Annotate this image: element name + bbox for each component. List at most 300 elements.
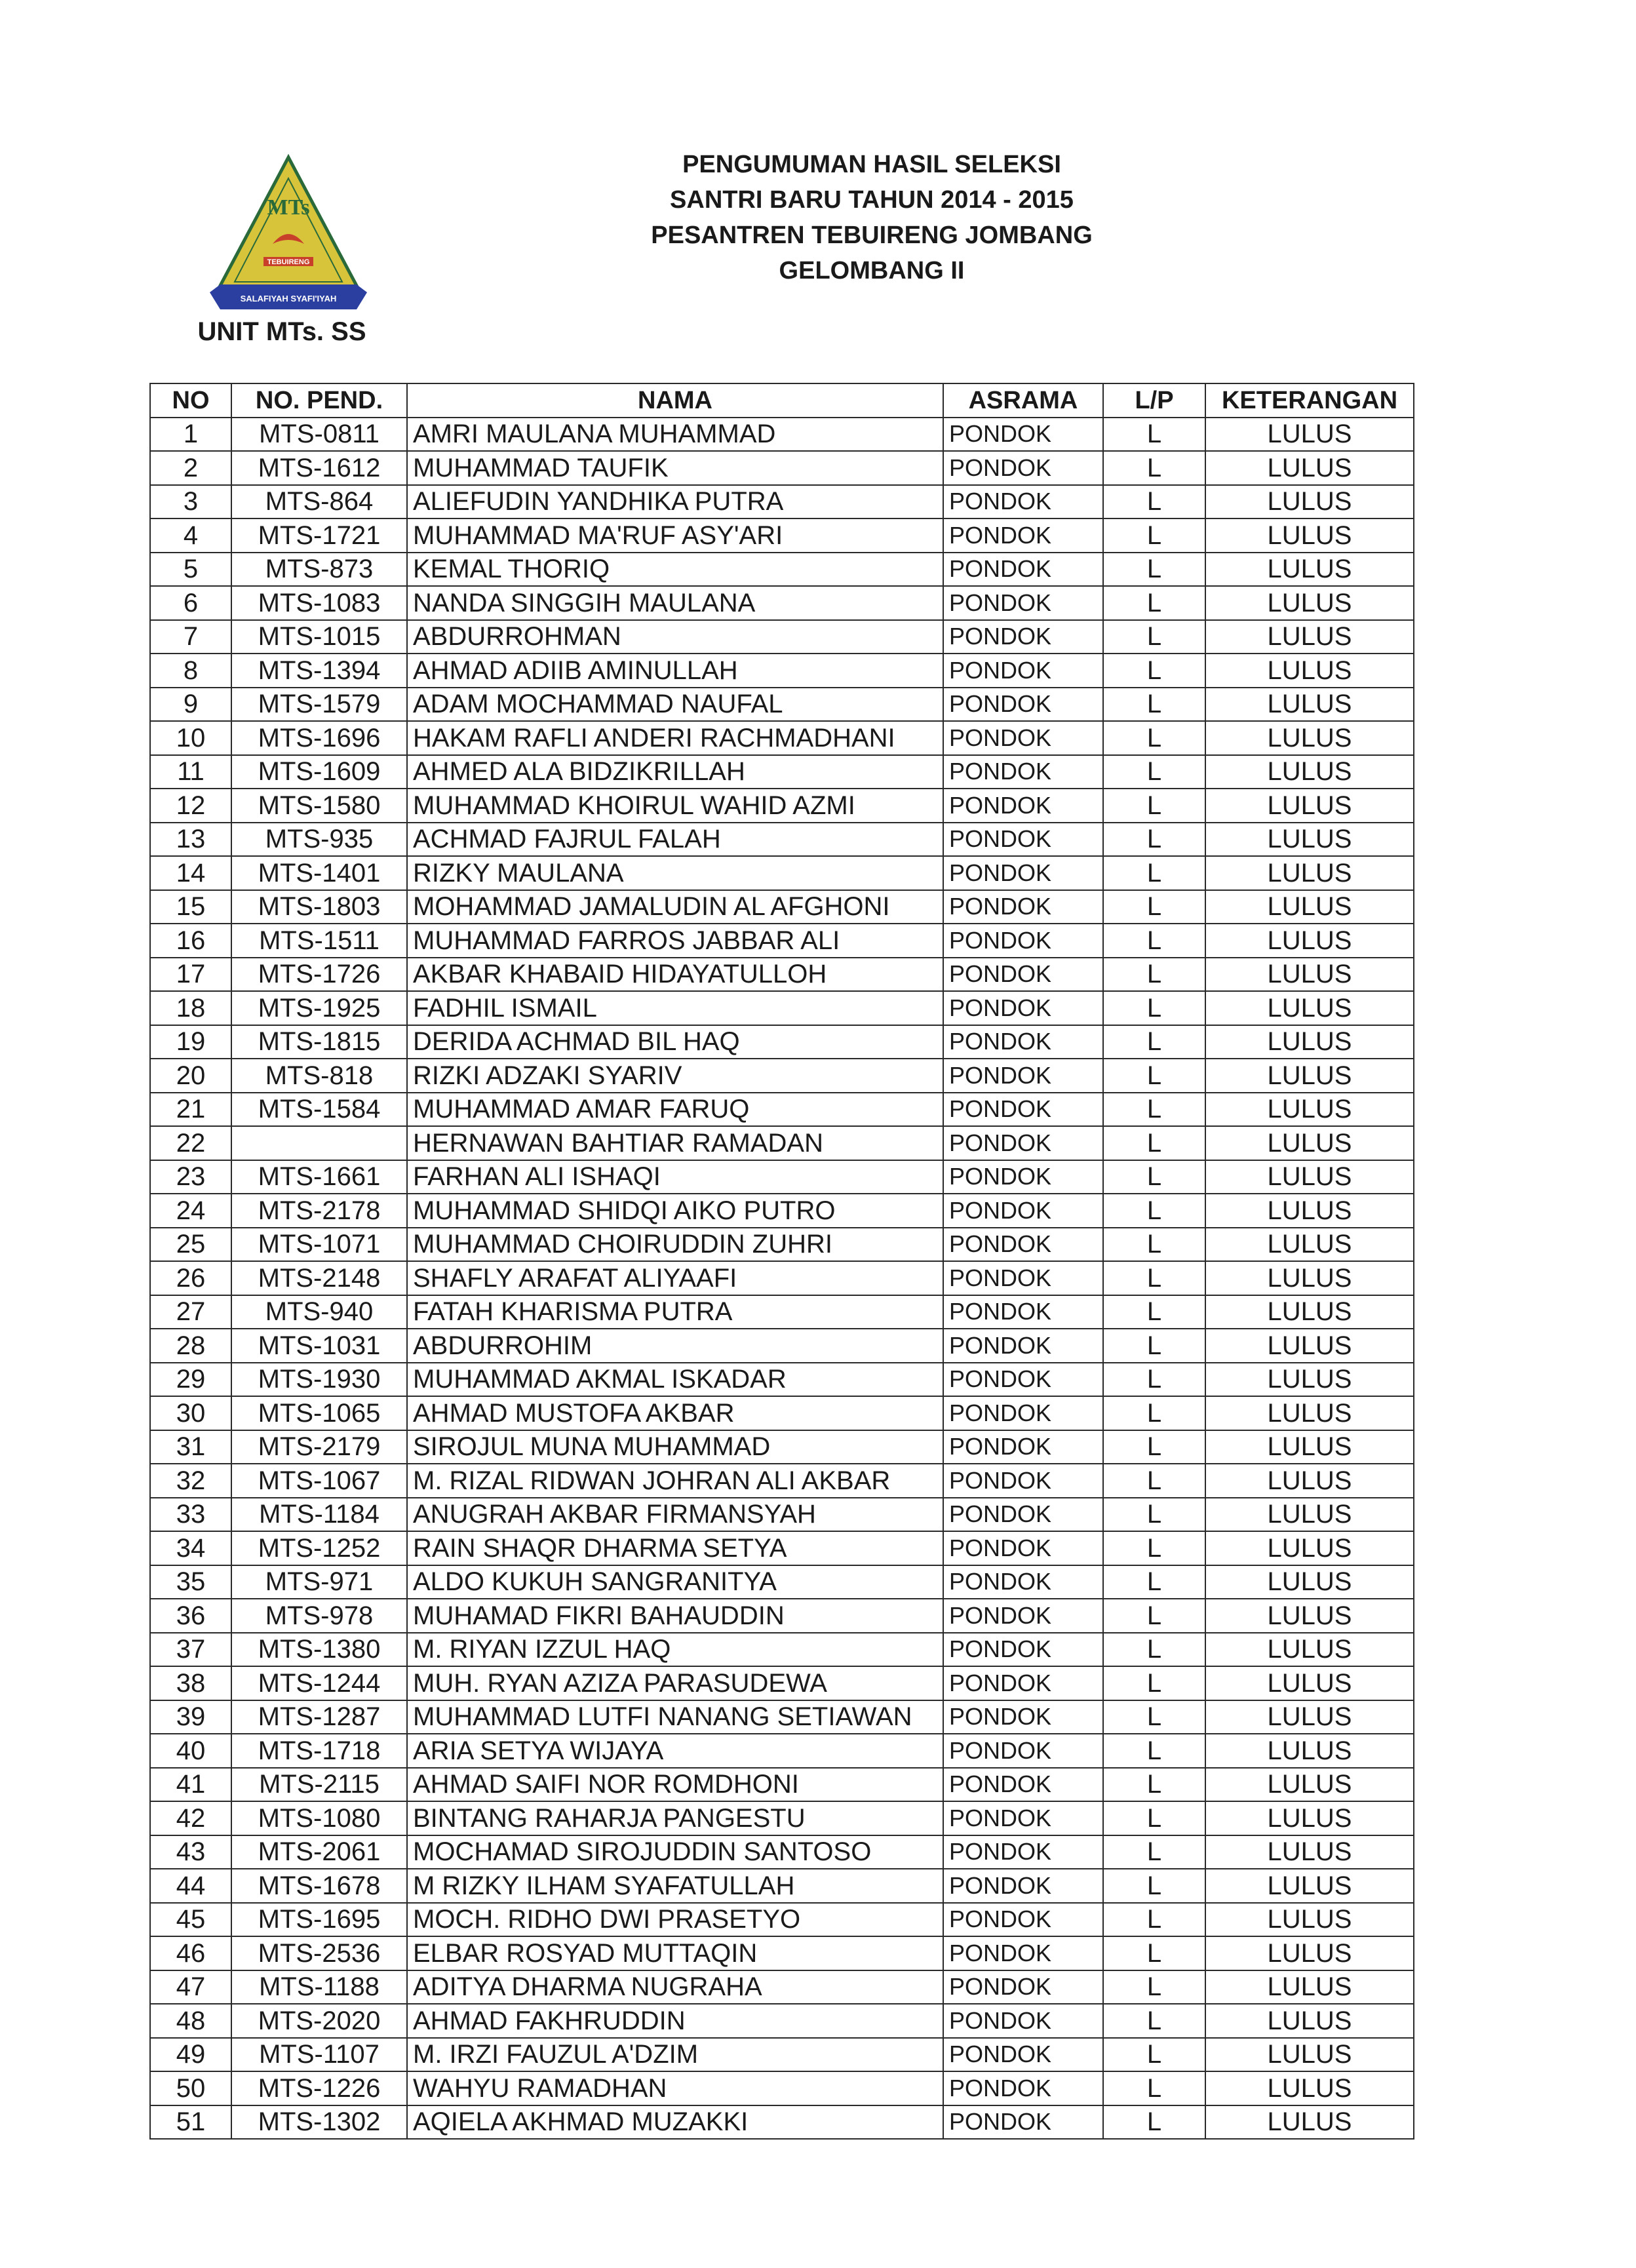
cell-keterangan: LULUS xyxy=(1205,1869,1414,1903)
cell-no-pend: MTS-1815 xyxy=(231,1025,407,1059)
cell-keterangan: LULUS xyxy=(1205,721,1414,755)
cell-lp: L xyxy=(1103,1970,1205,2004)
cell-no-pend: MTS-873 xyxy=(231,553,407,587)
table-row xyxy=(150,789,1414,823)
cell-asrama: PONDOK xyxy=(943,1666,1103,1700)
cell-no-pend: MTS-2148 xyxy=(231,1261,407,1295)
cell-nama: ARIA SETYA WIJAYA xyxy=(407,1734,943,1768)
cell-lp: L xyxy=(1103,1700,1205,1734)
cell-asrama: PONDOK xyxy=(943,1396,1103,1430)
cell-no: 18 xyxy=(150,991,231,1025)
cell-asrama: PONDOK xyxy=(943,823,1103,857)
cell-lp: L xyxy=(1103,1025,1205,1059)
cell-nama: AKBAR KHABAID HIDAYATULLOH xyxy=(407,958,943,992)
cell-lp: L xyxy=(1103,1565,1205,1599)
cell-no-pend: MTS-940 xyxy=(231,1295,407,1329)
table-row xyxy=(150,1633,1414,1667)
cell-nama: ABDURROHIM xyxy=(407,1329,943,1363)
cell-nama: ADITYA DHARMA NUGRAHA xyxy=(407,1970,943,2004)
cell-keterangan: LULUS xyxy=(1205,1396,1414,1430)
table-row xyxy=(150,1261,1414,1295)
cell-asrama: PONDOK xyxy=(943,1936,1103,1970)
cell-no-pend: MTS-1609 xyxy=(231,755,407,789)
cell-lp: L xyxy=(1103,1633,1205,1667)
cell-no-pend: MTS-1067 xyxy=(231,1464,407,1498)
cell-asrama: PONDOK xyxy=(943,924,1103,958)
cell-asrama: PONDOK xyxy=(943,755,1103,789)
cell-keterangan: LULUS xyxy=(1205,958,1414,992)
cell-no-pend: MTS-1083 xyxy=(231,586,407,620)
cell-no: 47 xyxy=(150,1970,231,2004)
cell-asrama: PONDOK xyxy=(943,620,1103,654)
cell-keterangan: LULUS xyxy=(1205,890,1414,924)
logo-ribbon-text: SALAFIYAH SYAFI'IYAH xyxy=(240,294,337,303)
cell-no: 17 xyxy=(150,958,231,992)
column-header-keterangan: KETERANGAN xyxy=(1205,383,1414,418)
cell-asrama: PONDOK xyxy=(943,1025,1103,1059)
cell-no: 40 xyxy=(150,1734,231,1768)
cell-asrama: PONDOK xyxy=(943,688,1103,722)
column-header-asrama: ASRAMA xyxy=(943,383,1103,418)
cell-keterangan: LULUS xyxy=(1205,620,1414,654)
cell-keterangan: LULUS xyxy=(1205,2038,1414,2072)
cell-asrama: PONDOK xyxy=(943,418,1103,452)
cell-no: 42 xyxy=(150,1801,231,1835)
table-row xyxy=(150,1430,1414,1464)
cell-lp: L xyxy=(1103,890,1205,924)
table-row xyxy=(150,1396,1414,1430)
cell-no: 35 xyxy=(150,1565,231,1599)
cell-nama: RIZKY MAULANA xyxy=(407,856,943,890)
cell-lp: L xyxy=(1103,1160,1205,1194)
table-row xyxy=(150,1666,1414,1700)
table-row xyxy=(150,2105,1414,2140)
column-header-no-pend: NO. PEND. xyxy=(231,383,407,418)
cell-keterangan: LULUS xyxy=(1205,1835,1414,1869)
cell-no: 20 xyxy=(150,1059,231,1093)
table-row xyxy=(150,823,1414,857)
cell-no-pend: MTS-1718 xyxy=(231,1734,407,1768)
cell-lp: L xyxy=(1103,620,1205,654)
cell-no: 44 xyxy=(150,1869,231,1903)
cell-no: 51 xyxy=(150,2105,231,2140)
cell-nama: HERNAWAN BAHTIAR RAMADAN xyxy=(407,1126,943,1160)
cell-no-pend: MTS-1252 xyxy=(231,1531,407,1565)
cell-no-pend: MTS-2536 xyxy=(231,1936,407,1970)
school-logo xyxy=(210,152,367,323)
cell-keterangan: LULUS xyxy=(1205,1261,1414,1295)
cell-lp: L xyxy=(1103,1261,1205,1295)
cell-no-pend: MTS-1930 xyxy=(231,1363,407,1397)
cell-asrama: PONDOK xyxy=(943,1093,1103,1127)
cell-nama: MOHAMMAD JAMALUDIN AL AFGHONI xyxy=(407,890,943,924)
cell-keterangan: LULUS xyxy=(1205,485,1414,519)
table-row xyxy=(150,721,1414,755)
table-row xyxy=(150,1801,1414,1835)
table-row xyxy=(150,1059,1414,1093)
table-row xyxy=(150,1126,1414,1160)
cell-no: 31 xyxy=(150,1430,231,1464)
cell-no-pend: MTS-1721 xyxy=(231,518,407,553)
cell-no: 26 xyxy=(150,1261,231,1295)
cell-asrama: PONDOK xyxy=(943,1531,1103,1565)
cell-keterangan: LULUS xyxy=(1205,1295,1414,1329)
column-header-nama: NAMA xyxy=(407,383,943,418)
table-row xyxy=(150,1768,1414,1802)
cell-keterangan: LULUS xyxy=(1205,1565,1414,1599)
cell-nama: AHMAD MUSTOFA AKBAR xyxy=(407,1396,943,1430)
cell-nama: DERIDA ACHMAD BIL HAQ xyxy=(407,1025,943,1059)
table-row xyxy=(150,924,1414,958)
cell-asrama: PONDOK xyxy=(943,1700,1103,1734)
cell-nama: FADHIL ISMAIL xyxy=(407,991,943,1025)
cell-no: 3 xyxy=(150,485,231,519)
cell-no-pend: MTS-1031 xyxy=(231,1329,407,1363)
cell-no-pend: MTS-2179 xyxy=(231,1430,407,1464)
cell-no: 15 xyxy=(150,890,231,924)
cell-lp: L xyxy=(1103,1498,1205,1532)
cell-asrama: PONDOK xyxy=(943,1498,1103,1532)
cell-asrama: PONDOK xyxy=(943,1329,1103,1363)
cell-lp: L xyxy=(1103,1194,1205,1228)
cell-no: 29 xyxy=(150,1363,231,1397)
cell-nama: ALIEFUDIN YANDHIKA PUTRA xyxy=(407,485,943,519)
cell-asrama: PONDOK xyxy=(943,1194,1103,1228)
cell-nama: MUHAMMAD KHOIRUL WAHID AZMI xyxy=(407,789,943,823)
cell-no: 46 xyxy=(150,1936,231,1970)
cell-asrama: PONDOK xyxy=(943,1261,1103,1295)
cell-asrama: PONDOK xyxy=(943,1970,1103,2004)
header-line-2: SANTRI BARU TAHUN 2014 - 2015 xyxy=(670,186,1074,214)
cell-keterangan: LULUS xyxy=(1205,654,1414,688)
column-header-lp: L/P xyxy=(1103,383,1205,418)
cell-asrama: PONDOK xyxy=(943,1835,1103,1869)
cell-keterangan: LULUS xyxy=(1205,1430,1414,1464)
cell-no: 43 xyxy=(150,1835,231,1869)
cell-keterangan: LULUS xyxy=(1205,823,1414,857)
cell-keterangan: LULUS xyxy=(1205,2105,1414,2140)
cell-asrama: PONDOK xyxy=(943,1869,1103,1903)
cell-lp: L xyxy=(1103,1666,1205,1700)
cell-lp: L xyxy=(1103,856,1205,890)
cell-asrama: PONDOK xyxy=(943,721,1103,755)
cell-no-pend: MTS-818 xyxy=(231,1059,407,1093)
cell-lp: L xyxy=(1103,721,1205,755)
cell-keterangan: LULUS xyxy=(1205,1126,1414,1160)
cell-lp: L xyxy=(1103,958,1205,992)
cell-asrama: PONDOK xyxy=(943,553,1103,587)
cell-keterangan: LULUS xyxy=(1205,924,1414,958)
table-row xyxy=(150,553,1414,587)
cell-nama: FATAH KHARISMA PUTRA xyxy=(407,1295,943,1329)
cell-no-pend: MTS-0811 xyxy=(231,418,407,452)
cell-lp: L xyxy=(1103,2071,1205,2105)
cell-lp: L xyxy=(1103,789,1205,823)
cell-no: 48 xyxy=(150,2004,231,2038)
cell-nama: M RIZKY ILHAM SYAFATULLAH xyxy=(407,1869,943,1903)
cell-nama: ALDO KUKUH SANGRANITYA xyxy=(407,1565,943,1599)
table-row xyxy=(150,890,1414,924)
cell-keterangan: LULUS xyxy=(1205,586,1414,620)
cell-nama: AMRI MAULANA MUHAMMAD xyxy=(407,418,943,452)
header-line-4: GELOMBANG II xyxy=(779,257,965,284)
logo-top-text: MTs xyxy=(267,195,310,220)
cell-asrama: PONDOK xyxy=(943,1734,1103,1768)
cell-keterangan: LULUS xyxy=(1205,1194,1414,1228)
cell-nama: AQIELA AKHMAD MUZAKKI xyxy=(407,2105,943,2140)
table-row xyxy=(150,1194,1414,1228)
cell-keterangan: LULUS xyxy=(1205,688,1414,722)
cell-asrama: PONDOK xyxy=(943,1430,1103,1464)
cell-no-pend: MTS-1925 xyxy=(231,991,407,1025)
cell-keterangan: LULUS xyxy=(1205,2071,1414,2105)
cell-keterangan: LULUS xyxy=(1205,1666,1414,1700)
cell-lp: L xyxy=(1103,1936,1205,1970)
cell-no-pend: MTS-1612 xyxy=(231,451,407,485)
cell-keterangan: LULUS xyxy=(1205,1363,1414,1397)
cell-keterangan: LULUS xyxy=(1205,451,1414,485)
table-row xyxy=(150,1869,1414,1903)
cell-no: 50 xyxy=(150,2071,231,2105)
cell-nama: AHMAD ADIIB AMINULLAH xyxy=(407,654,943,688)
cell-no: 21 xyxy=(150,1093,231,1127)
table-row xyxy=(150,1936,1414,1970)
table-row xyxy=(150,1498,1414,1532)
cell-no: 8 xyxy=(150,654,231,688)
table-row xyxy=(150,518,1414,553)
cell-keterangan: LULUS xyxy=(1205,1599,1414,1633)
cell-keterangan: LULUS xyxy=(1205,1768,1414,1802)
cell-no: 39 xyxy=(150,1700,231,1734)
cell-asrama: PONDOK xyxy=(943,1903,1103,1937)
cell-lp: L xyxy=(1103,2004,1205,2038)
cell-keterangan: LULUS xyxy=(1205,1633,1414,1667)
cell-no-pend: MTS-1580 xyxy=(231,789,407,823)
cell-no-pend: MTS-1107 xyxy=(231,2038,407,2072)
cell-no: 6 xyxy=(150,586,231,620)
cell-lp: L xyxy=(1103,1059,1205,1093)
cell-no-pend: MTS-1244 xyxy=(231,1666,407,1700)
cell-lp: L xyxy=(1103,823,1205,857)
cell-no: 34 xyxy=(150,1531,231,1565)
cell-nama: NANDA SINGGIH MAULANA xyxy=(407,586,943,620)
cell-lp: L xyxy=(1103,418,1205,452)
table-row xyxy=(150,2071,1414,2105)
table-body xyxy=(150,418,1414,2140)
table-row xyxy=(150,1599,1414,1633)
cell-no: 16 xyxy=(150,924,231,958)
cell-nama: MUHAMMAD SHIDQI AIKO PUTRO xyxy=(407,1194,943,1228)
cell-asrama: PONDOK xyxy=(943,890,1103,924)
cell-nama: MUH. RYAN AZIZA PARASUDEWA xyxy=(407,1666,943,1700)
cell-asrama: PONDOK xyxy=(943,1228,1103,1262)
cell-lp: L xyxy=(1103,1126,1205,1160)
cell-nama: M. RIZAL RIDWAN JOHRAN ALI AKBAR xyxy=(407,1464,943,1498)
cell-no: 49 xyxy=(150,2038,231,2072)
cell-nama: M. RIYAN IZZUL HAQ xyxy=(407,1633,943,1667)
cell-no-pend: MTS-1380 xyxy=(231,1633,407,1667)
table-row xyxy=(150,654,1414,688)
cell-asrama: PONDOK xyxy=(943,518,1103,553)
cell-asrama: PONDOK xyxy=(943,1565,1103,1599)
cell-nama: RIZKI ADZAKI SYARIV xyxy=(407,1059,943,1093)
cell-asrama: PONDOK xyxy=(943,2071,1103,2105)
cell-nama: MUHAMMAD MA'RUF ASY'ARI xyxy=(407,518,943,553)
cell-nama: AHMAD SAIFI NOR ROMDHONI xyxy=(407,1768,943,1802)
cell-nama: MOCH. RIDHO DWI PRASETYO xyxy=(407,1903,943,1937)
cell-asrama: PONDOK xyxy=(943,1160,1103,1194)
cell-lp: L xyxy=(1103,1768,1205,1802)
cell-no-pend: MTS-2178 xyxy=(231,1194,407,1228)
cell-no-pend: MTS-1726 xyxy=(231,958,407,992)
table-row xyxy=(150,1160,1414,1194)
cell-keterangan: LULUS xyxy=(1205,1059,1414,1093)
table-row xyxy=(150,586,1414,620)
cell-nama: FARHAN ALI ISHAQI xyxy=(407,1160,943,1194)
cell-no: 14 xyxy=(150,856,231,890)
cell-keterangan: LULUS xyxy=(1205,789,1414,823)
cell-no-pend: MTS-1678 xyxy=(231,1869,407,1903)
cell-no: 12 xyxy=(150,789,231,823)
table-row xyxy=(150,1531,1414,1565)
cell-no-pend: MTS-1287 xyxy=(231,1700,407,1734)
cell-keterangan: LULUS xyxy=(1205,418,1414,452)
cell-no-pend: MTS-864 xyxy=(231,485,407,519)
cell-no: 30 xyxy=(150,1396,231,1430)
cell-lp: L xyxy=(1103,2105,1205,2140)
cell-asrama: PONDOK xyxy=(943,1768,1103,1802)
table-row xyxy=(150,485,1414,519)
cell-lp: L xyxy=(1103,1093,1205,1127)
cell-keterangan: LULUS xyxy=(1205,1734,1414,1768)
cell-lp: L xyxy=(1103,1599,1205,1633)
cell-keterangan: LULUS xyxy=(1205,1801,1414,1835)
table-row xyxy=(150,1295,1414,1329)
cell-no-pend: MTS-1584 xyxy=(231,1093,407,1127)
cell-nama: SHAFLY ARAFAT ALIYAAFI xyxy=(407,1261,943,1295)
cell-no-pend: MTS-1579 xyxy=(231,688,407,722)
announcement-header xyxy=(577,147,1167,288)
cell-no-pend: MTS-978 xyxy=(231,1599,407,1633)
cell-keterangan: LULUS xyxy=(1205,553,1414,587)
cell-nama: MUHAMMAD CHOIRUDDIN ZUHRI xyxy=(407,1228,943,1262)
table-header-row xyxy=(150,383,1414,418)
cell-keterangan: LULUS xyxy=(1205,856,1414,890)
cell-no-pend: MTS-1394 xyxy=(231,654,407,688)
cell-no: 23 xyxy=(150,1160,231,1194)
cell-lp: L xyxy=(1103,991,1205,1025)
cell-keterangan: LULUS xyxy=(1205,1970,1414,2004)
cell-nama: MUHAMAD FIKRI BAHAUDDIN xyxy=(407,1599,943,1633)
cell-nama: ABDURROHMAN xyxy=(407,620,943,654)
table-row xyxy=(150,451,1414,485)
cell-keterangan: LULUS xyxy=(1205,1093,1414,1127)
cell-no-pend: MTS-1695 xyxy=(231,1903,407,1937)
cell-lp: L xyxy=(1103,518,1205,553)
cell-nama: AHMED ALA BIDZIKRILLAH xyxy=(407,755,943,789)
cell-asrama: PONDOK xyxy=(943,1126,1103,1160)
cell-lp: L xyxy=(1103,1531,1205,1565)
table-row xyxy=(150,1025,1414,1059)
cell-no: 2 xyxy=(150,451,231,485)
cell-asrama: PONDOK xyxy=(943,654,1103,688)
cell-keterangan: LULUS xyxy=(1205,1498,1414,1532)
column-header-no: NO xyxy=(150,383,231,418)
cell-no-pend: MTS-1065 xyxy=(231,1396,407,1430)
table-row xyxy=(150,1734,1414,1768)
cell-nama: ANUGRAH AKBAR FIRMANSYAH xyxy=(407,1498,943,1532)
cell-nama: MUHAMMAD TAUFIK xyxy=(407,451,943,485)
cell-keterangan: LULUS xyxy=(1205,518,1414,553)
cell-lp: L xyxy=(1103,1396,1205,1430)
cell-no-pend: MTS-971 xyxy=(231,1565,407,1599)
cell-asrama: PONDOK xyxy=(943,2038,1103,2072)
table-row xyxy=(150,1903,1414,1937)
cell-asrama: PONDOK xyxy=(943,1633,1103,1667)
cell-asrama: PONDOK xyxy=(943,1801,1103,1835)
table-row xyxy=(150,1970,1414,2004)
cell-no-pend: MTS-1015 xyxy=(231,620,407,654)
cell-no: 11 xyxy=(150,755,231,789)
cell-no-pend: MTS-1302 xyxy=(231,2105,407,2140)
cell-nama: MUHAMMAD LUTFI NANANG SETIAWAN xyxy=(407,1700,943,1734)
table-row xyxy=(150,1464,1414,1498)
cell-nama: M. IRZI FAUZUL A'DZIM xyxy=(407,2038,943,2072)
cell-lp: L xyxy=(1103,586,1205,620)
cell-no-pend: MTS-1226 xyxy=(231,2071,407,2105)
cell-lp: L xyxy=(1103,1903,1205,1937)
cell-lp: L xyxy=(1103,1464,1205,1498)
cell-nama: BINTANG RAHARJA PANGESTU xyxy=(407,1801,943,1835)
cell-lp: L xyxy=(1103,1734,1205,1768)
cell-nama: MUHAMMAD AKMAL ISKADAR xyxy=(407,1363,943,1397)
cell-no: 5 xyxy=(150,553,231,587)
cell-nama: ADAM MOCHAMMAD NAUFAL xyxy=(407,688,943,722)
cell-no: 32 xyxy=(150,1464,231,1498)
cell-no-pend: MTS-2020 xyxy=(231,2004,407,2038)
cell-nama: ACHMAD FAJRUL FALAH xyxy=(407,823,943,857)
cell-no: 36 xyxy=(150,1599,231,1633)
cell-nama: WAHYU RAMADHAN xyxy=(407,2071,943,2105)
table-row xyxy=(150,1363,1414,1397)
cell-lp: L xyxy=(1103,924,1205,958)
table-row xyxy=(150,2038,1414,2072)
cell-keterangan: LULUS xyxy=(1205,1228,1414,1262)
cell-nama: MUHAMMAD FARROS JABBAR ALI xyxy=(407,924,943,958)
cell-lp: L xyxy=(1103,1801,1205,1835)
table-row xyxy=(150,418,1414,452)
cell-no-pend: MTS-935 xyxy=(231,823,407,857)
table-row xyxy=(150,755,1414,789)
cell-no: 37 xyxy=(150,1633,231,1667)
cell-asrama: PONDOK xyxy=(943,1295,1103,1329)
cell-lp: L xyxy=(1103,553,1205,587)
cell-nama: ELBAR ROSYAD MUTTAQIN xyxy=(407,1936,943,1970)
cell-no-pend xyxy=(231,1126,407,1160)
cell-keterangan: LULUS xyxy=(1205,1903,1414,1937)
cell-asrama: PONDOK xyxy=(943,1599,1103,1633)
cell-asrama: PONDOK xyxy=(943,1059,1103,1093)
cell-no: 28 xyxy=(150,1329,231,1363)
table-row xyxy=(150,1093,1414,1127)
cell-asrama: PONDOK xyxy=(943,485,1103,519)
cell-asrama: PONDOK xyxy=(943,991,1103,1025)
cell-no-pend: MTS-1661 xyxy=(231,1160,407,1194)
cell-no: 33 xyxy=(150,1498,231,1532)
cell-lp: L xyxy=(1103,485,1205,519)
cell-lp: L xyxy=(1103,1228,1205,1262)
cell-nama: AHMAD FAKHRUDDIN xyxy=(407,2004,943,2038)
